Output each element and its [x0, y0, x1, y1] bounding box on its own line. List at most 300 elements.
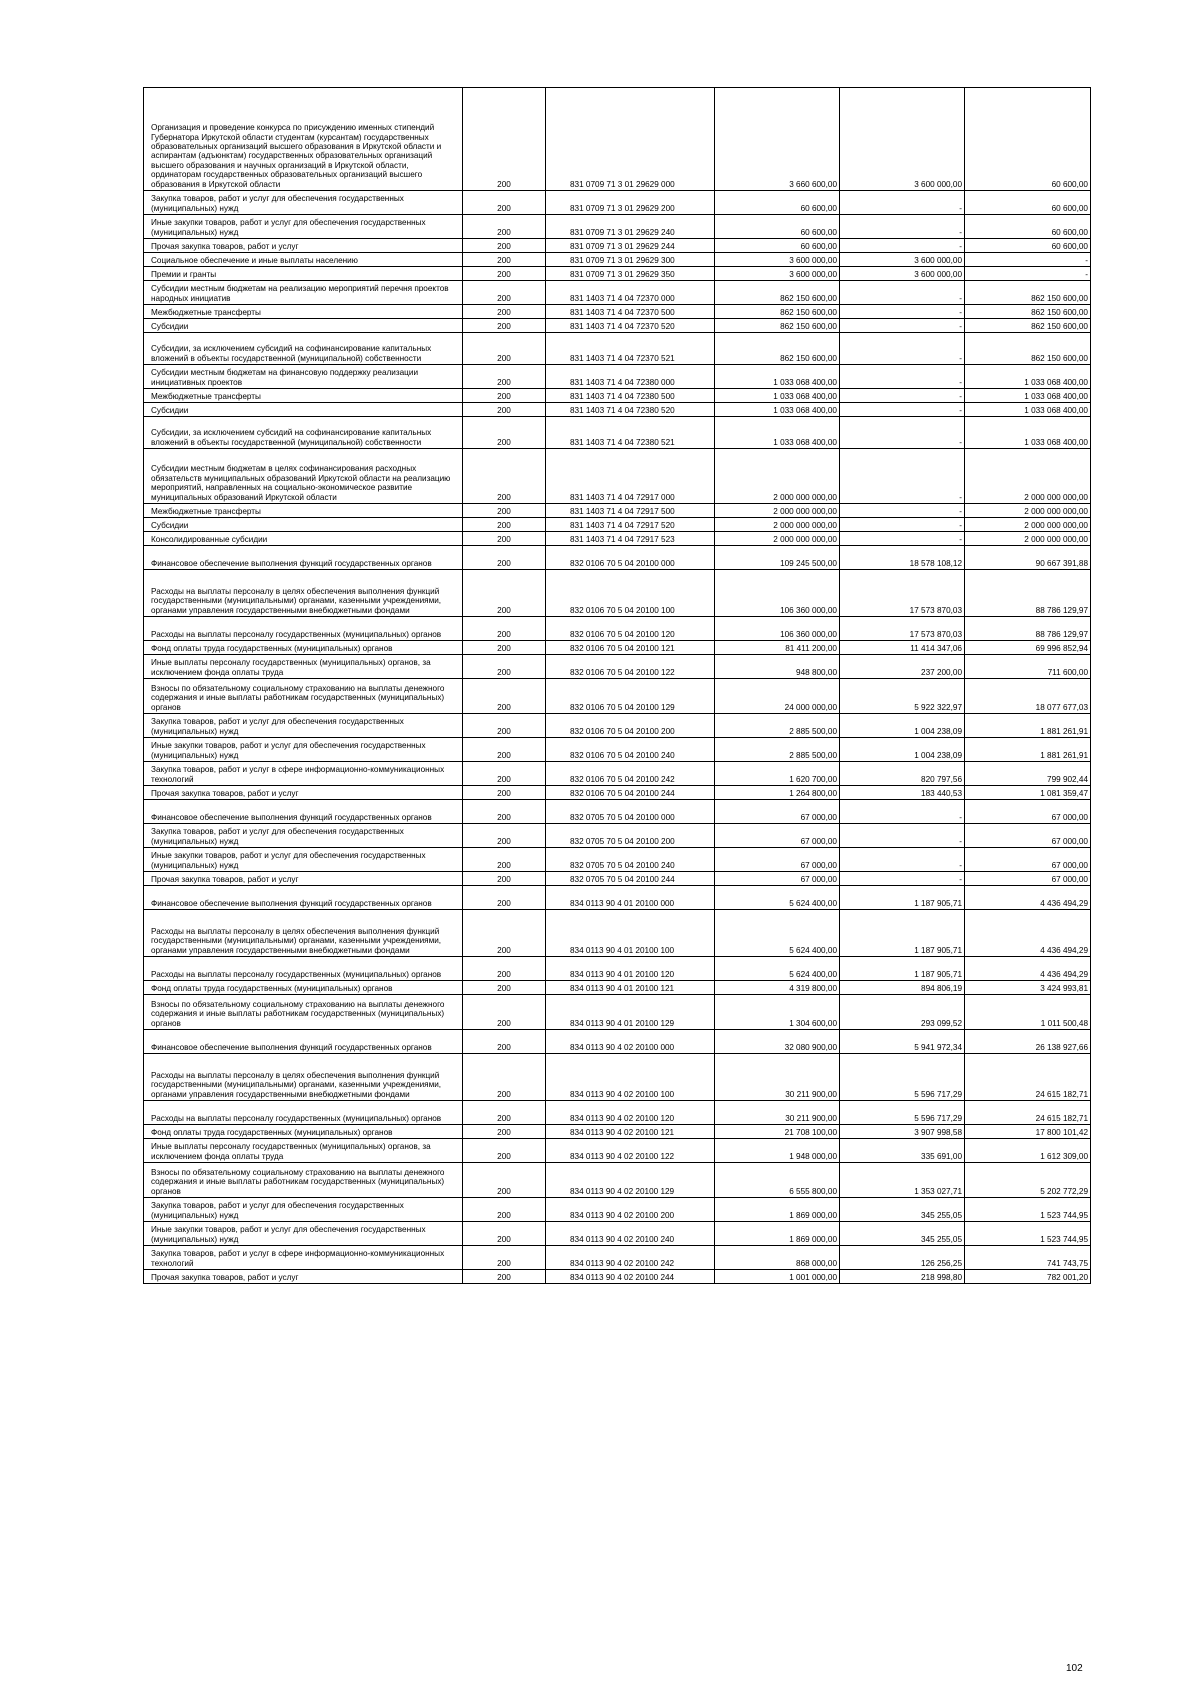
cell-name: Финансовое обеспечение выполнения функций государственных органов — [144, 546, 463, 570]
cell-unexecuted: 862 150 600,00 — [965, 319, 1091, 333]
cell-line: 200 — [463, 848, 546, 872]
cell-executed: 1 187 905,71 — [840, 957, 965, 981]
cell-executed: 5 596 717,29 — [840, 1101, 965, 1125]
cell-approved: 106 360 000,00 — [715, 617, 840, 641]
cell-executed: - — [840, 389, 965, 403]
cell-approved: 67 000,00 — [715, 800, 840, 824]
cell-approved: 1 304 600,00 — [715, 995, 840, 1030]
cell-executed: - — [840, 319, 965, 333]
cell-line: 200 — [463, 215, 546, 239]
cell-name: Расходы на выплаты персоналу государственных (муниципальных) органов — [144, 957, 463, 981]
cell-code: 834 0113 90 4 02 20100 100 — [546, 1054, 715, 1101]
cell-approved: 5 624 400,00 — [715, 886, 840, 910]
table-body — [144, 88, 1091, 1284]
cell-executed: 18 578 108,12 — [840, 546, 965, 570]
cell-executed: 5 922 322,97 — [840, 679, 965, 714]
cell-name: Расходы на выплаты персоналу в целях обеспечения выполнения функций государственными (муниципальными) органами, казенными учреждениями, органами управления государственными внебюджетными фондами — [144, 1054, 463, 1101]
cell-name: Субсидии — [144, 403, 463, 417]
cell-code: 834 0113 90 4 01 20100 120 — [546, 957, 715, 981]
table-row — [144, 504, 1091, 518]
cell-unexecuted: 67 000,00 — [965, 824, 1091, 848]
cell-unexecuted: 60 600,00 — [965, 239, 1091, 253]
cell-line: 200 — [463, 253, 546, 267]
cell-line: 200 — [463, 389, 546, 403]
cell-approved: 30 211 900,00 — [715, 1101, 840, 1125]
cell-approved: 868 000,00 — [715, 1246, 840, 1270]
cell-approved: 30 211 900,00 — [715, 1054, 840, 1101]
cell-unexecuted: 60 600,00 — [965, 215, 1091, 239]
cell-code: 831 0709 71 3 01 29629 000 — [546, 88, 715, 191]
cell-code: 831 1403 71 4 04 72917 523 — [546, 532, 715, 546]
cell-unexecuted: 1 033 068 400,00 — [965, 365, 1091, 389]
cell-name: Субсидии — [144, 518, 463, 532]
cell-executed: - — [840, 848, 965, 872]
cell-name: Финансовое обеспечение выполнения функций государственных органов — [144, 1030, 463, 1054]
cell-executed: - — [840, 281, 965, 305]
cell-executed: 3 600 000,00 — [840, 88, 965, 191]
cell-name: Организация и проведение конкурса по присуждению именных стипендий Губернатора Иркутской области студентам (курсантам) государственных образовательных организаций высшего образования в Иркутской области и аспирантам (адъюнктам) государственных образовательных организаций высшего образования и научных организаций в Иркутской области, ординаторам государственных образовательных организаций высшего образования в Иркутской области — [144, 88, 463, 191]
cell-name: Межбюджетные трансферты — [144, 305, 463, 319]
cell-unexecuted: - — [965, 267, 1091, 281]
cell-code: 834 0113 90 4 02 20100 121 — [546, 1125, 715, 1139]
cell-unexecuted: 60 600,00 — [965, 191, 1091, 215]
cell-approved: 862 150 600,00 — [715, 281, 840, 305]
table-row — [144, 617, 1091, 641]
cell-name: Взносы по обязательному социальному страхованию на выплаты денежного содержания и иные выплаты работникам государственных (муниципальных) органов — [144, 1163, 463, 1198]
cell-line: 200 — [463, 655, 546, 679]
cell-line: 200 — [463, 617, 546, 641]
cell-approved: 2 000 000 000,00 — [715, 449, 840, 504]
table-row — [144, 1054, 1091, 1101]
cell-code: 831 1403 71 4 04 72370 521 — [546, 333, 715, 365]
cell-name: Закупка товаров, работ и услуг для обеспечения государственных (муниципальных) нужд — [144, 824, 463, 848]
cell-code: 832 0106 70 5 04 20100 200 — [546, 714, 715, 738]
cell-name: Иные выплаты персоналу государственных (муниципальных) органов, за исключением фонда оплаты труда — [144, 655, 463, 679]
cell-executed: 17 573 870,03 — [840, 617, 965, 641]
cell-approved: 2 885 500,00 — [715, 714, 840, 738]
cell-name: Субсидии, за исключением субсидий на софинансирование капитальных вложений в объекты государственной (муниципальной) собственности — [144, 333, 463, 365]
table-row — [144, 417, 1091, 449]
cell-approved: 1 033 068 400,00 — [715, 389, 840, 403]
cell-code: 834 0113 90 4 02 20100 200 — [546, 1198, 715, 1222]
cell-unexecuted: 2 000 000 000,00 — [965, 449, 1091, 504]
cell-code: 832 0106 70 5 04 20100 120 — [546, 617, 715, 641]
cell-code: 831 1403 71 4 04 72370 520 — [546, 319, 715, 333]
cell-line: 200 — [463, 305, 546, 319]
cell-name: Субсидии местным бюджетам на реализацию мероприятий перечня проектов народных инициатив — [144, 281, 463, 305]
cell-approved: 1 033 068 400,00 — [715, 403, 840, 417]
cell-executed: - — [840, 333, 965, 365]
cell-executed: 1 004 238,09 — [840, 714, 965, 738]
cell-line: 200 — [463, 319, 546, 333]
cell-code: 834 0113 90 4 02 20100 244 — [546, 1270, 715, 1284]
cell-name: Фонд оплаты труда государственных (муниципальных) органов — [144, 1125, 463, 1139]
table-row — [144, 800, 1091, 824]
table-row — [144, 1198, 1091, 1222]
cell-line: 200 — [463, 1101, 546, 1125]
cell-line: 200 — [463, 191, 546, 215]
cell-line: 200 — [463, 504, 546, 518]
cell-approved: 1 033 068 400,00 — [715, 417, 840, 449]
cell-approved: 2 000 000 000,00 — [715, 504, 840, 518]
cell-name: Прочая закупка товаров, работ и услуг — [144, 786, 463, 800]
cell-name: Закупка товаров, работ и услуг для обеспечения государственных (муниципальных) нужд — [144, 714, 463, 738]
cell-unexecuted: 2 000 000 000,00 — [965, 504, 1091, 518]
cell-approved: 1 033 068 400,00 — [715, 365, 840, 389]
cell-name: Расходы на выплаты персоналу в целях обеспечения выполнения функций государственными (муниципальными) органами, казенными учреждениями, органами управления государственными внебюджетными фондами — [144, 570, 463, 617]
cell-code: 831 0709 71 3 01 29629 244 — [546, 239, 715, 253]
cell-approved: 1 620 700,00 — [715, 762, 840, 786]
cell-code: 831 1403 71 4 04 72380 521 — [546, 417, 715, 449]
cell-code: 834 0113 90 4 01 20100 129 — [546, 995, 715, 1030]
cell-name: Субсидии — [144, 319, 463, 333]
table-row — [144, 1101, 1091, 1125]
cell-executed: - — [840, 800, 965, 824]
table-row — [144, 88, 1091, 191]
table-row — [144, 253, 1091, 267]
cell-executed: - — [840, 518, 965, 532]
cell-line: 200 — [463, 641, 546, 655]
cell-name: Иные закупки товаров, работ и услуг для обеспечения государственных (муниципальных) нужд — [144, 738, 463, 762]
cell-unexecuted: 862 150 600,00 — [965, 333, 1091, 365]
cell-approved: 60 600,00 — [715, 215, 840, 239]
cell-name: Закупка товаров, работ и услуг для обеспечения государственных (муниципальных) нужд — [144, 191, 463, 215]
table-row — [144, 786, 1091, 800]
cell-unexecuted: 26 138 927,66 — [965, 1030, 1091, 1054]
cell-name: Премии и гранты — [144, 267, 463, 281]
cell-code: 831 1403 71 4 04 72380 520 — [546, 403, 715, 417]
cell-approved: 1 001 000,00 — [715, 1270, 840, 1284]
cell-unexecuted: 862 150 600,00 — [965, 281, 1091, 305]
table-row — [144, 1222, 1091, 1246]
cell-name: Прочая закупка товаров, работ и услуг — [144, 239, 463, 253]
cell-name: Закупка товаров, работ и услуг для обеспечения государственных (муниципальных) нужд — [144, 1198, 463, 1222]
table-row — [144, 365, 1091, 389]
cell-approved: 60 600,00 — [715, 191, 840, 215]
cell-code: 831 1403 71 4 04 72380 500 — [546, 389, 715, 403]
table-row — [144, 1139, 1091, 1163]
cell-line: 200 — [463, 910, 546, 957]
cell-approved: 2 885 500,00 — [715, 738, 840, 762]
cell-approved: 21 708 100,00 — [715, 1125, 840, 1139]
cell-approved: 3 600 000,00 — [715, 253, 840, 267]
cell-code: 832 0106 70 5 04 20100 242 — [546, 762, 715, 786]
cell-code: 834 0113 90 4 02 20100 240 — [546, 1222, 715, 1246]
cell-unexecuted: 799 902,44 — [965, 762, 1091, 786]
cell-executed: 183 440,53 — [840, 786, 965, 800]
cell-code: 832 0106 70 5 04 20100 244 — [546, 786, 715, 800]
cell-approved: 2 000 000 000,00 — [715, 532, 840, 546]
cell-code: 832 0106 70 5 04 20100 129 — [546, 679, 715, 714]
cell-executed: 345 255,05 — [840, 1222, 965, 1246]
cell-unexecuted: 88 786 129,97 — [965, 570, 1091, 617]
cell-line: 200 — [463, 1125, 546, 1139]
cell-code: 832 0106 70 5 04 20100 121 — [546, 641, 715, 655]
cell-approved: 24 000 000,00 — [715, 679, 840, 714]
cell-executed: - — [840, 403, 965, 417]
cell-executed: - — [840, 504, 965, 518]
cell-line: 200 — [463, 403, 546, 417]
cell-executed: 5 941 972,34 — [840, 1030, 965, 1054]
cell-unexecuted: 2 000 000 000,00 — [965, 532, 1091, 546]
cell-name: Фонд оплаты труда государственных (муниципальных) органов — [144, 641, 463, 655]
page-number: 102 — [1066, 1663, 1083, 1674]
cell-executed: - — [840, 872, 965, 886]
cell-unexecuted: 18 077 677,03 — [965, 679, 1091, 714]
cell-unexecuted: 24 615 182,71 — [965, 1054, 1091, 1101]
cell-unexecuted: 1 033 068 400,00 — [965, 389, 1091, 403]
table-row — [144, 714, 1091, 738]
cell-approved: 862 150 600,00 — [715, 333, 840, 365]
cell-executed: - — [840, 449, 965, 504]
cell-unexecuted: 1 612 309,00 — [965, 1139, 1091, 1163]
table-row — [144, 305, 1091, 319]
cell-executed: - — [840, 239, 965, 253]
cell-unexecuted: 24 615 182,71 — [965, 1101, 1091, 1125]
cell-line: 200 — [463, 981, 546, 995]
cell-code: 831 0709 71 3 01 29629 300 — [546, 253, 715, 267]
cell-name: Субсидии, за исключением субсидий на софинансирование капитальных вложений в объекты государственной (муниципальной) собственности — [144, 417, 463, 449]
cell-approved: 6 555 800,00 — [715, 1163, 840, 1198]
cell-approved: 5 624 400,00 — [715, 957, 840, 981]
cell-unexecuted: 3 424 993,81 — [965, 981, 1091, 995]
cell-code: 832 0705 70 5 04 20100 000 — [546, 800, 715, 824]
cell-line: 200 — [463, 714, 546, 738]
cell-unexecuted: 782 001,20 — [965, 1270, 1091, 1284]
cell-approved: 67 000,00 — [715, 848, 840, 872]
cell-approved: 81 411 200,00 — [715, 641, 840, 655]
table-row — [144, 281, 1091, 305]
cell-line: 200 — [463, 239, 546, 253]
table-row — [144, 641, 1091, 655]
cell-unexecuted: 1 081 359,47 — [965, 786, 1091, 800]
cell-approved: 3 660 600,00 — [715, 88, 840, 191]
cell-executed: - — [840, 417, 965, 449]
cell-code: 831 1403 71 4 04 72917 500 — [546, 504, 715, 518]
table-row — [144, 1125, 1091, 1139]
cell-executed: - — [840, 191, 965, 215]
cell-unexecuted: 88 786 129,97 — [965, 617, 1091, 641]
table-row — [144, 215, 1091, 239]
cell-code: 831 1403 71 4 04 72380 000 — [546, 365, 715, 389]
table-row — [144, 546, 1091, 570]
cell-approved: 862 150 600,00 — [715, 305, 840, 319]
cell-approved: 109 245 500,00 — [715, 546, 840, 570]
cell-executed: 5 596 717,29 — [840, 1054, 965, 1101]
table-row — [144, 824, 1091, 848]
table-row — [144, 679, 1091, 714]
cell-executed: 3 600 000,00 — [840, 253, 965, 267]
cell-name: Прочая закупка товаров, работ и услуг — [144, 1270, 463, 1284]
cell-approved: 67 000,00 — [715, 872, 840, 886]
cell-unexecuted: 67 000,00 — [965, 848, 1091, 872]
cell-name: Межбюджетные трансферты — [144, 504, 463, 518]
cell-unexecuted: 1 881 261,91 — [965, 738, 1091, 762]
cell-unexecuted: 1 523 744,95 — [965, 1198, 1091, 1222]
cell-unexecuted: 2 000 000 000,00 — [965, 518, 1091, 532]
cell-name: Взносы по обязательному социальному страхованию на выплаты денежного содержания и иные выплаты работникам государственных (муниципальных) органов — [144, 679, 463, 714]
cell-name: Иные закупки товаров, работ и услуг для обеспечения государственных (муниципальных) нужд — [144, 848, 463, 872]
cell-unexecuted: 1 011 500,48 — [965, 995, 1091, 1030]
cell-line: 200 — [463, 546, 546, 570]
budget-execution-table — [143, 87, 1091, 1284]
cell-code: 834 0113 90 4 02 20100 000 — [546, 1030, 715, 1054]
cell-approved: 32 080 900,00 — [715, 1030, 840, 1054]
cell-executed: 17 573 870,03 — [840, 570, 965, 617]
cell-executed: 1 353 027,71 — [840, 1163, 965, 1198]
cell-approved: 1 264 800,00 — [715, 786, 840, 800]
cell-executed: 237 200,00 — [840, 655, 965, 679]
cell-executed: 3 600 000,00 — [840, 267, 965, 281]
cell-code: 831 1403 71 4 04 72370 000 — [546, 281, 715, 305]
table-row — [144, 910, 1091, 957]
cell-code: 832 0106 70 5 04 20100 122 — [546, 655, 715, 679]
table-row — [144, 389, 1091, 403]
cell-unexecuted: 862 150 600,00 — [965, 305, 1091, 319]
cell-line: 200 — [463, 957, 546, 981]
cell-line: 200 — [463, 738, 546, 762]
cell-executed: 11 414 347,06 — [840, 641, 965, 655]
cell-line: 200 — [463, 1198, 546, 1222]
cell-name: Межбюджетные трансферты — [144, 389, 463, 403]
cell-line: 200 — [463, 333, 546, 365]
cell-code: 831 0709 71 3 01 29629 350 — [546, 267, 715, 281]
cell-code: 831 1403 71 4 04 72917 000 — [546, 449, 715, 504]
cell-line: 200 — [463, 1030, 546, 1054]
cell-unexecuted: 67 000,00 — [965, 800, 1091, 824]
table-row — [144, 267, 1091, 281]
cell-executed: 1 187 905,71 — [840, 910, 965, 957]
cell-approved: 60 600,00 — [715, 239, 840, 253]
cell-line: 200 — [463, 762, 546, 786]
cell-approved: 5 624 400,00 — [715, 910, 840, 957]
table-row — [144, 570, 1091, 617]
cell-executed: - — [840, 824, 965, 848]
table-row — [144, 957, 1091, 981]
table-row — [144, 239, 1091, 253]
cell-unexecuted: 1 033 068 400,00 — [965, 417, 1091, 449]
cell-executed: 894 806,19 — [840, 981, 965, 995]
cell-line: 200 — [463, 1246, 546, 1270]
cell-name: Иные выплаты персоналу государственных (муниципальных) органов, за исключением фонда оплаты труда — [144, 1139, 463, 1163]
table-row — [144, 762, 1091, 786]
cell-line: 200 — [463, 1139, 546, 1163]
table-row — [144, 981, 1091, 995]
cell-code: 832 0106 70 5 04 20100 000 — [546, 546, 715, 570]
cell-approved: 1 869 000,00 — [715, 1198, 840, 1222]
cell-executed: 218 998,80 — [840, 1270, 965, 1284]
cell-approved: 948 800,00 — [715, 655, 840, 679]
cell-line: 200 — [463, 786, 546, 800]
cell-approved: 106 360 000,00 — [715, 570, 840, 617]
cell-executed: 126 256,25 — [840, 1246, 965, 1270]
cell-line: 200 — [463, 1222, 546, 1246]
cell-name: Социальное обеспечение и иные выплаты населению — [144, 253, 463, 267]
cell-code: 832 0106 70 5 04 20100 100 — [546, 570, 715, 617]
cell-code: 831 0709 71 3 01 29629 240 — [546, 215, 715, 239]
cell-code: 834 0113 90 4 02 20100 120 — [546, 1101, 715, 1125]
cell-name: Закупка товаров, работ и услуг в сфере информационно-коммуникационных технологий — [144, 1246, 463, 1270]
cell-name: Иные закупки товаров, работ и услуг для обеспечения государственных (муниципальных) нужд — [144, 215, 463, 239]
cell-code: 831 0709 71 3 01 29629 200 — [546, 191, 715, 215]
cell-approved: 4 319 800,00 — [715, 981, 840, 995]
cell-unexecuted: 69 996 852,94 — [965, 641, 1091, 655]
cell-line: 200 — [463, 267, 546, 281]
cell-name: Консолидированные субсидии — [144, 532, 463, 546]
cell-executed: 345 255,05 — [840, 1198, 965, 1222]
table-row — [144, 319, 1091, 333]
cell-unexecuted: 711 600,00 — [965, 655, 1091, 679]
table-row — [144, 886, 1091, 910]
table-row — [144, 532, 1091, 546]
cell-approved: 862 150 600,00 — [715, 319, 840, 333]
cell-line: 200 — [463, 1270, 546, 1284]
cell-line: 200 — [463, 679, 546, 714]
table-row — [144, 1246, 1091, 1270]
cell-code: 831 1403 71 4 04 72370 500 — [546, 305, 715, 319]
cell-unexecuted: - — [965, 253, 1091, 267]
cell-code: 832 0705 70 5 04 20100 240 — [546, 848, 715, 872]
cell-line: 200 — [463, 886, 546, 910]
cell-line: 200 — [463, 281, 546, 305]
cell-name: Расходы на выплаты персоналу государственных (муниципальных) органов — [144, 1101, 463, 1125]
cell-line: 200 — [463, 449, 546, 504]
cell-line: 200 — [463, 872, 546, 886]
cell-name: Финансовое обеспечение выполнения функций государственных органов — [144, 886, 463, 910]
cell-code: 834 0113 90 4 02 20100 129 — [546, 1163, 715, 1198]
cell-executed: 293 099,52 — [840, 995, 965, 1030]
cell-unexecuted: 90 667 391,88 — [965, 546, 1091, 570]
cell-executed: - — [840, 365, 965, 389]
cell-code: 834 0113 90 4 01 20100 100 — [546, 910, 715, 957]
cell-code: 834 0113 90 4 01 20100 000 — [546, 886, 715, 910]
cell-unexecuted: 1 881 261,91 — [965, 714, 1091, 738]
cell-line: 200 — [463, 518, 546, 532]
cell-name: Субсидии местным бюджетам на финансовую поддержку реализации инициативных проектов — [144, 365, 463, 389]
cell-unexecuted: 1 033 068 400,00 — [965, 403, 1091, 417]
table-row — [144, 1030, 1091, 1054]
cell-executed: 3 907 998,58 — [840, 1125, 965, 1139]
cell-unexecuted: 60 600,00 — [965, 88, 1091, 191]
cell-name: Прочая закупка товаров, работ и услуг — [144, 872, 463, 886]
cell-approved: 2 000 000 000,00 — [715, 518, 840, 532]
cell-name: Закупка товаров, работ и услуг в сфере информационно-коммуникационных технологий — [144, 762, 463, 786]
cell-code: 832 0705 70 5 04 20100 244 — [546, 872, 715, 886]
cell-approved: 1 948 000,00 — [715, 1139, 840, 1163]
cell-code: 832 0106 70 5 04 20100 240 — [546, 738, 715, 762]
table-row — [144, 518, 1091, 532]
table-row — [144, 1163, 1091, 1198]
cell-line: 200 — [463, 1054, 546, 1101]
table-row — [144, 1270, 1091, 1284]
cell-code: 832 0705 70 5 04 20100 200 — [546, 824, 715, 848]
table-row — [144, 403, 1091, 417]
cell-name: Субсидии местным бюджетам в целях софинансирования расходных обязательств муниципальных образований Иркутской области на реализацию мероприятий, направленных на социально-экономическое развитие муниципальных образований Иркутской области — [144, 449, 463, 504]
cell-approved: 67 000,00 — [715, 824, 840, 848]
cell-line: 200 — [463, 88, 546, 191]
cell-executed: - — [840, 215, 965, 239]
cell-line: 200 — [463, 570, 546, 617]
cell-unexecuted: 4 436 494,29 — [965, 910, 1091, 957]
cell-code: 834 0113 90 4 01 20100 121 — [546, 981, 715, 995]
table-row — [144, 995, 1091, 1030]
table-row — [144, 191, 1091, 215]
cell-line: 200 — [463, 1163, 546, 1198]
table-row — [144, 872, 1091, 886]
table-row — [144, 449, 1091, 504]
table-row — [144, 333, 1091, 365]
cell-name: Фонд оплаты труда государственных (муниципальных) органов — [144, 981, 463, 995]
